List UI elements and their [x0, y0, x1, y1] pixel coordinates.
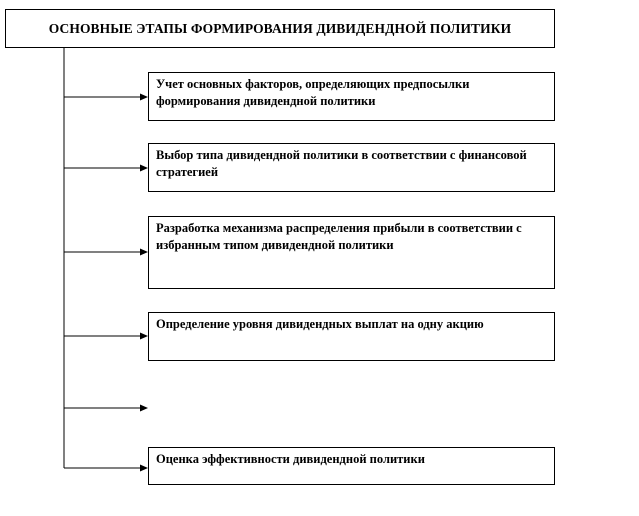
diagram-title: ОСНОВНЫЕ ЭТАПЫ ФОРМИРОВАНИЯ ДИВИДЕНДНОЙ ПОЛИТИКИ [5, 9, 555, 48]
arrow-to-step-4 [64, 333, 148, 340]
step-4-box: Определение уровня дивидендных выплат на одну акцию [148, 312, 555, 361]
arrow-to-step-3 [64, 249, 148, 256]
step-3-box: Разработка механизма распределения прибыли в соответствии с избранным типом дивидендной политики [148, 216, 555, 289]
arrow-to-step-1 [64, 94, 148, 101]
arrow-to-empty [64, 405, 148, 412]
step-2-box: Выбор типа дивидендной политики в соответствии с финансовой стратегией [148, 143, 555, 192]
step-1-box: Учет основных факторов, определяющих предпосылки формирования дивидендной политики [148, 72, 555, 121]
arrow-to-step-5 [64, 465, 148, 472]
arrow-to-step-2 [64, 165, 148, 172]
step-5-box: Оценка эффективности дивидендной политики [148, 447, 555, 485]
